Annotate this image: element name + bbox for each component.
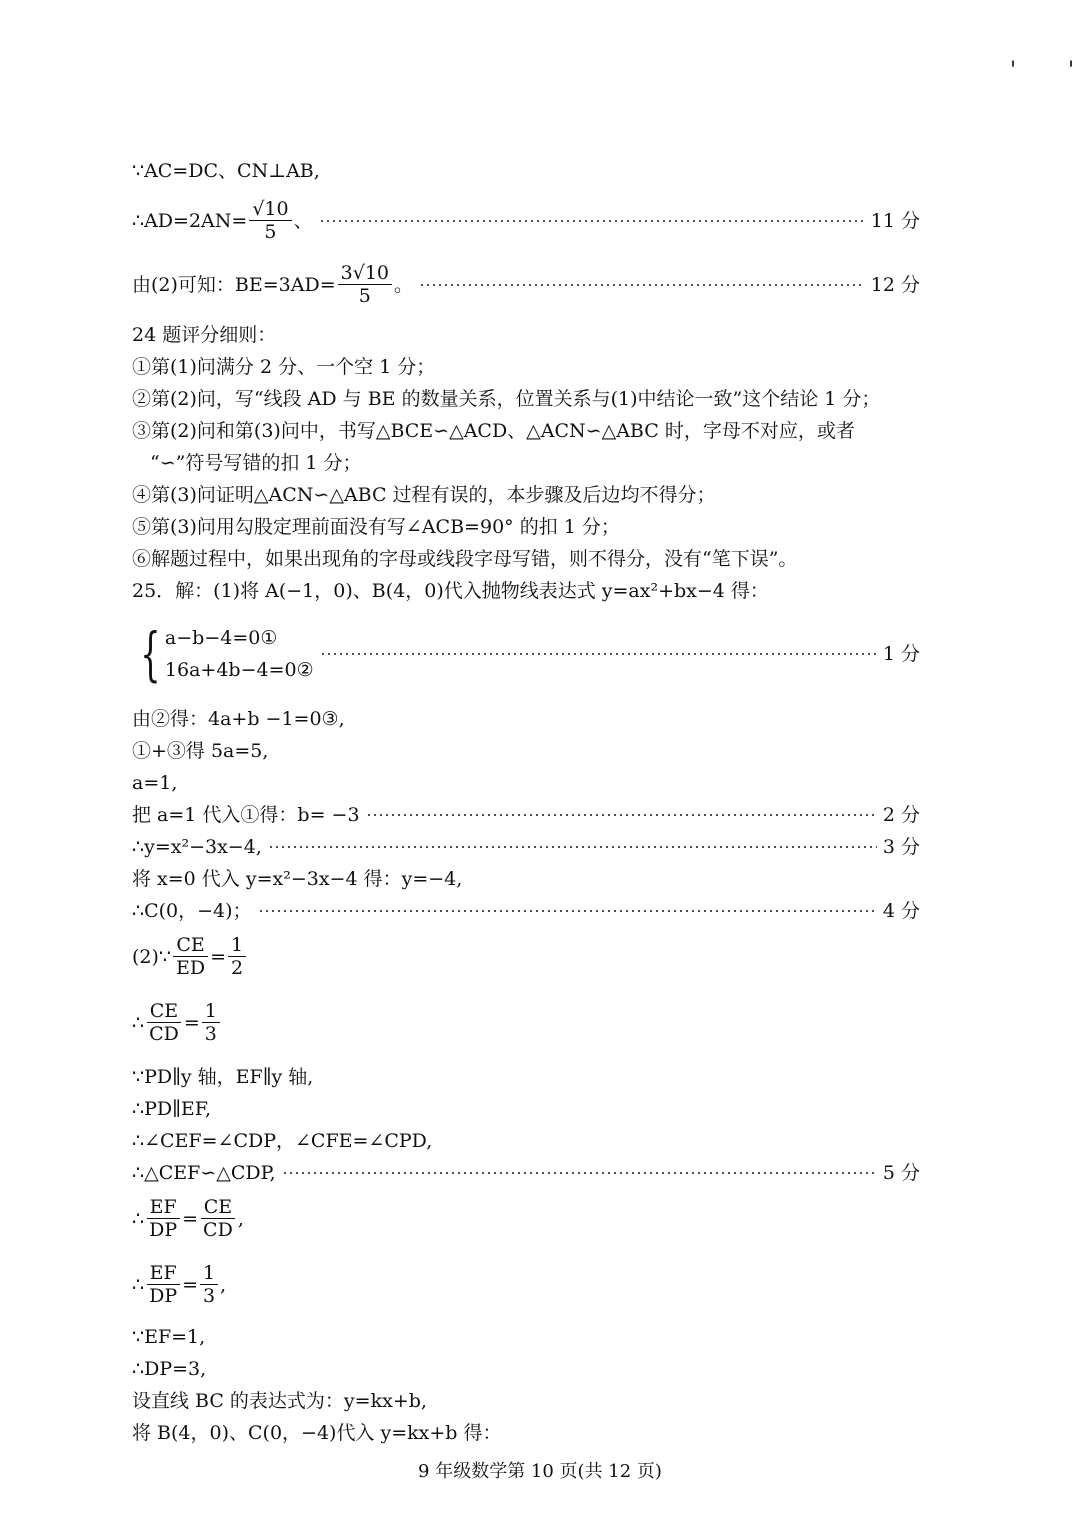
text: ∴C(0，−4)； bbox=[132, 900, 252, 922]
text-line: ∵PD∥y 轴，EF∥y 轴, bbox=[132, 1066, 314, 1088]
denominator: 5 bbox=[264, 221, 277, 243]
dot-leader bbox=[319, 220, 865, 222]
dot-leader bbox=[366, 814, 877, 816]
text-line: ∵EF=1, bbox=[132, 1326, 206, 1348]
text-line: “∽”符号写错的扣 1 分； bbox=[150, 452, 362, 474]
numerator: EF bbox=[147, 1196, 180, 1219]
score: 4 分 bbox=[882, 900, 920, 922]
numerator: CE bbox=[201, 1196, 235, 1219]
text-line: a=1, bbox=[132, 772, 178, 794]
equation-system bbox=[132, 622, 920, 686]
dot-leader bbox=[268, 846, 877, 848]
numerator: 3√10 bbox=[338, 262, 392, 285]
text: , bbox=[237, 1207, 244, 1230]
text-line: ①+③得 5a=5, bbox=[132, 740, 269, 762]
denominator: 2 bbox=[231, 957, 244, 979]
fraction bbox=[202, 1000, 220, 1045]
dot-leader bbox=[282, 1172, 877, 1174]
text: = bbox=[182, 1207, 199, 1230]
text-line-scored bbox=[132, 834, 920, 860]
numerator: 1 bbox=[200, 1262, 218, 1285]
text: 、 bbox=[293, 209, 313, 232]
text: 。 bbox=[394, 273, 414, 296]
denominator: DP bbox=[149, 1219, 178, 1241]
score: 11 分 bbox=[870, 209, 920, 232]
text-line-scored bbox=[132, 1160, 920, 1186]
numerator: √10 bbox=[249, 198, 291, 221]
score: 5 分 bbox=[882, 1162, 920, 1184]
text-line-scored bbox=[132, 198, 920, 243]
numerator: CE bbox=[147, 1000, 181, 1023]
text: , bbox=[220, 1273, 227, 1296]
fraction-line bbox=[132, 1000, 920, 1045]
fraction bbox=[200, 1196, 236, 1241]
score: 12 分 bbox=[870, 273, 920, 296]
system-equations bbox=[165, 622, 314, 686]
dot-leader bbox=[419, 284, 865, 286]
dot-leader bbox=[258, 910, 877, 912]
denominator: CD bbox=[149, 1023, 179, 1045]
text-line: 25．解：(1)将 A(−1，0)、B(4，0)代入抛物线表达式 y=ax²+bx−4 得： bbox=[132, 580, 769, 602]
fraction bbox=[228, 934, 246, 979]
text-line-scored bbox=[132, 802, 920, 828]
text-line: ⑤第(3)问用勾股定理前面没有写∠ACB=90° 的扣 1 分； bbox=[132, 516, 620, 538]
denominator: 5 bbox=[358, 285, 371, 307]
denominator: CD bbox=[203, 1219, 233, 1241]
text-line: ∴PD∥EF, bbox=[132, 1098, 212, 1120]
text: ∴△CEF∽△CDP, bbox=[132, 1162, 276, 1184]
numerator: 1 bbox=[228, 934, 246, 957]
text-line: ∴DP=3, bbox=[132, 1358, 207, 1380]
fraction bbox=[173, 934, 208, 979]
text-line: ∵AC=DC、CN⊥AB, bbox=[132, 160, 320, 182]
text-line-scored bbox=[132, 262, 920, 307]
text-line: 将 x=0 代入 y=x²−3x−4 得：y=−4, bbox=[132, 868, 463, 890]
text-line: 由②得：4a+b −1=0③, bbox=[132, 708, 345, 730]
text-line: ③第(2)问和第(3)问中，书写△BCE∽△ACD、△ACN∽△ABC 时，字母不对应，或者 bbox=[132, 420, 855, 442]
text-line: ②第(2)问，写“线段 AD 与 BE 的数量关系，位置关系与(1)中结论一致”这个结论 1 分； bbox=[132, 388, 881, 410]
denominator: 3 bbox=[203, 1285, 216, 1307]
text-line: 将 B(4，0)、C(0，−4)代入 y=kx+b 得： bbox=[132, 1422, 502, 1444]
fraction-line bbox=[132, 1262, 920, 1307]
fraction-line bbox=[132, 934, 920, 979]
text: 由(2)可知：BE=3AD= bbox=[132, 273, 336, 296]
text-line: 设直线 BC 的表达式为：y=kx+b, bbox=[132, 1390, 427, 1412]
fraction bbox=[146, 1000, 182, 1045]
denominator: ED bbox=[176, 957, 206, 979]
score: 3 分 bbox=[882, 836, 920, 858]
fraction bbox=[146, 1262, 180, 1307]
fraction bbox=[200, 1262, 218, 1307]
text: = bbox=[182, 1273, 199, 1296]
corner-mark: ' bbox=[1068, 58, 1075, 83]
dot-leader bbox=[320, 653, 877, 655]
denominator: 3 bbox=[204, 1023, 217, 1045]
fraction bbox=[249, 198, 291, 243]
score: 2 分 bbox=[882, 804, 920, 826]
text-line: ①第(1)问满分 2 分、一个空 1 分； bbox=[132, 356, 436, 378]
corner-mark: ' bbox=[1010, 58, 1017, 83]
text: 把 a=1 代入①得：b= −3 bbox=[132, 804, 360, 826]
text-line: 24 题评分细则： bbox=[132, 324, 277, 346]
text: (2)∵ bbox=[132, 945, 172, 968]
equation: 16a+4b−4=0② bbox=[164, 659, 314, 681]
equation: a−b−4=0① bbox=[164, 627, 278, 649]
text-line-scored bbox=[132, 898, 920, 924]
text: ∴y=x²−3x−4, bbox=[132, 836, 262, 858]
text: ∴ bbox=[132, 1207, 145, 1230]
text: = bbox=[183, 1011, 200, 1034]
text-line: ∴∠CEF=∠CDP，∠CFE=∠CPD, bbox=[132, 1130, 433, 1152]
fraction bbox=[146, 1196, 180, 1241]
numerator: CE bbox=[173, 934, 207, 957]
score: 1 分 bbox=[882, 643, 920, 665]
text: ∴ bbox=[132, 1011, 145, 1034]
text: = bbox=[210, 945, 227, 968]
text-line: ④第(3)问证明△ACN∽△ABC 过程有误的，本步骤及后边均不得分； bbox=[132, 484, 716, 506]
numerator: 1 bbox=[202, 1000, 220, 1023]
text: ∴ bbox=[132, 1273, 145, 1296]
denominator: DP bbox=[149, 1285, 178, 1307]
system-brace bbox=[132, 622, 314, 686]
text-line: ⑥解题过程中，如果出现角的字母或线段字母写错，则不得分，没有“笔下误”。 bbox=[132, 548, 798, 570]
text: ∴AD=2AN= bbox=[132, 209, 248, 232]
page-footer: 9 年级数学第 10 页(共 12 页) bbox=[418, 1461, 662, 1482]
fraction-line bbox=[132, 1196, 920, 1241]
left-brace-icon: { bbox=[140, 620, 161, 688]
numerator: EF bbox=[147, 1262, 180, 1285]
fraction bbox=[338, 262, 392, 307]
